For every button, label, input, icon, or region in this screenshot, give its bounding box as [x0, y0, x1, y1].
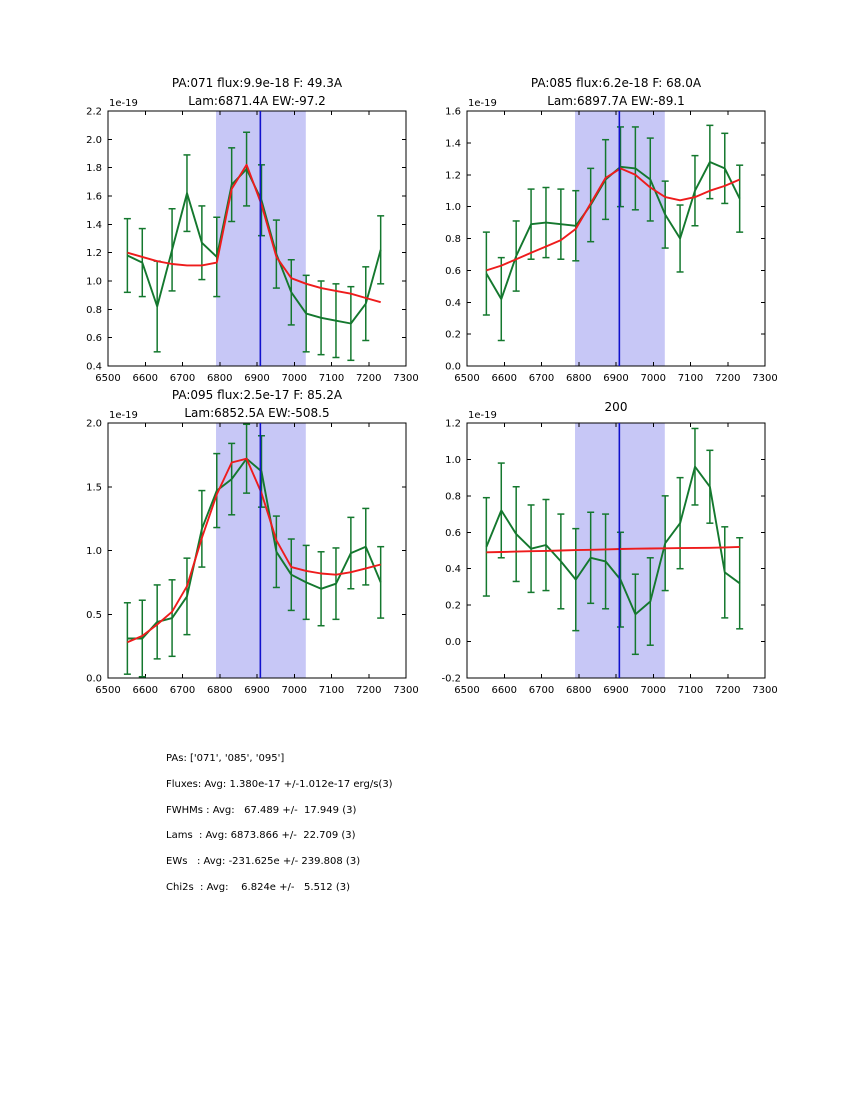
x-tick-label: 7300	[393, 685, 419, 696]
x-tick-label: 6700	[169, 685, 196, 696]
x-tick-label: 7000	[281, 685, 307, 696]
x-tick-label: 7300	[393, 373, 419, 384]
y-tick-label: 0.4	[86, 361, 102, 373]
x-tick-label: 6900	[244, 373, 270, 384]
summary-line-chi2s: Chi2s : Avg: 6.824e +/- 5.512 (3)	[166, 881, 351, 893]
x-tick-label: 6900	[603, 373, 629, 384]
x-tick-label: 6800	[566, 685, 592, 696]
y-tick-label: 1.0	[86, 276, 102, 288]
y-tick-label: 1.2	[445, 418, 461, 430]
y-tick-label: 0.6	[445, 265, 461, 277]
x-tick-label: 6700	[528, 373, 555, 384]
y-tick-label: 1.0	[86, 546, 102, 557]
y-tick-label: 0.4	[445, 297, 461, 309]
subplot-title: PA:085 flux:6.2e-18 F: 68.0A	[530, 76, 702, 90]
y-tick-label: 1.2	[445, 170, 461, 182]
subplot-pa095	[38, 367, 438, 712]
x-tick-label: 6600	[491, 373, 517, 384]
subplot-200	[397, 367, 797, 712]
x-tick-label: 6900	[603, 685, 629, 696]
y-axis-offset-label: 1e-19	[109, 410, 138, 421]
y-tick-label: 0.5	[86, 609, 102, 621]
x-tick-label: 7200	[715, 685, 741, 696]
y-tick-label: 0.0	[445, 637, 461, 649]
x-tick-label: 7200	[356, 685, 382, 696]
y-tick-label: 1.4	[86, 219, 102, 231]
summary-line-ews: EWs : Avg: -231.625e +/- 239.808 (3)	[166, 856, 361, 868]
x-tick-label: 6800	[207, 373, 233, 384]
y-tick-label: -0.2	[441, 673, 461, 685]
y-tick-label: 0.0	[86, 673, 102, 685]
x-tick-label: 7200	[715, 373, 741, 384]
x-tick-label: 6700	[169, 373, 196, 384]
y-tick-label: 1.2	[86, 248, 102, 260]
subplot-title: Lam:6871.4A EW:-97.2	[188, 94, 326, 108]
y-axis-offset-label: 1e-19	[468, 410, 497, 421]
x-tick-label: 6500	[454, 373, 480, 384]
subplot-title: Lam:6852.5A EW:-508.5	[184, 406, 330, 420]
summary-line-fwhms: FWHMs : Avg: 67.489 +/- 17.949 (3)	[166, 804, 357, 816]
x-tick-label: 7100	[318, 373, 345, 384]
summary-line-pas: PAs: ['071', '085', '095']	[166, 753, 285, 764]
subplot-svg	[38, 367, 438, 712]
y-tick-label: 0.6	[86, 333, 102, 345]
y-tick-label: 1.4	[445, 138, 461, 150]
y-tick-label: 0.8	[86, 304, 102, 316]
x-tick-label: 7200	[356, 373, 382, 384]
summary-text	[166, 746, 393, 901]
subplot-pa071	[38, 55, 438, 400]
y-tick-label: 2.0	[86, 134, 102, 146]
x-tick-label: 6700	[528, 685, 555, 696]
y-tick-label: 0.6	[445, 527, 461, 539]
x-tick-label: 6600	[132, 373, 158, 384]
y-tick-label: 2.0	[86, 418, 102, 430]
x-tick-label: 6600	[491, 685, 517, 696]
x-tick-label: 6500	[95, 685, 121, 696]
x-tick-label: 6500	[95, 373, 121, 384]
y-tick-label: 1.8	[86, 163, 102, 175]
x-tick-label: 7300	[752, 373, 778, 384]
y-tick-label: 0.8	[445, 491, 461, 503]
x-tick-label: 7100	[677, 373, 704, 384]
summary-line-lams: Lams : Avg: 6873.866 +/- 22.709 (3)	[166, 830, 356, 842]
y-tick-label: 1.0	[445, 454, 461, 466]
y-tick-label: 0.8	[445, 234, 461, 245]
y-tick-label: 0.0	[445, 361, 461, 373]
x-tick-label: 6900	[244, 685, 270, 696]
y-tick-label: 0.2	[445, 329, 461, 341]
x-tick-label: 7100	[318, 685, 345, 696]
y-tick-label: 1.5	[86, 482, 102, 494]
x-tick-label: 6500	[454, 685, 480, 696]
y-tick-label: 0.2	[445, 600, 461, 612]
x-tick-label: 6800	[207, 685, 233, 696]
subplot-title: PA:071 flux:9.9e-18 F: 49.3A	[171, 76, 343, 90]
x-tick-label: 7100	[677, 685, 704, 696]
subplot-title: 200	[604, 400, 628, 414]
y-tick-label: 2.2	[86, 106, 102, 118]
x-tick-label: 6800	[566, 373, 592, 384]
y-axis-offset-label: 1e-19	[468, 98, 497, 109]
y-tick-label: 1.6	[445, 106, 461, 118]
subplot-svg	[397, 367, 797, 712]
x-tick-label: 7000	[640, 373, 666, 384]
x-tick-label: 7000	[281, 373, 307, 384]
subplot-title: Lam:6897.7A EW:-89.1	[547, 94, 685, 108]
subplot-svg	[397, 55, 797, 400]
x-tick-label: 7000	[640, 685, 666, 696]
y-axis-offset-label: 1e-19	[109, 98, 138, 109]
y-tick-label: 1.6	[86, 191, 102, 203]
x-tick-label: 6600	[132, 685, 158, 696]
x-tick-label: 7300	[752, 685, 778, 696]
y-tick-label: 1.0	[445, 202, 461, 214]
y-tick-label: 0.4	[445, 564, 461, 576]
subplot-pa085	[397, 55, 797, 400]
subplot-svg	[38, 55, 438, 400]
subplot-title: PA:095 flux:2.5e-17 F: 85.2A	[171, 388, 343, 402]
summary-line-fluxes: Fluxes: Avg: 1.380e-17 +/-1.012e-17 erg/s(3)	[166, 778, 393, 790]
